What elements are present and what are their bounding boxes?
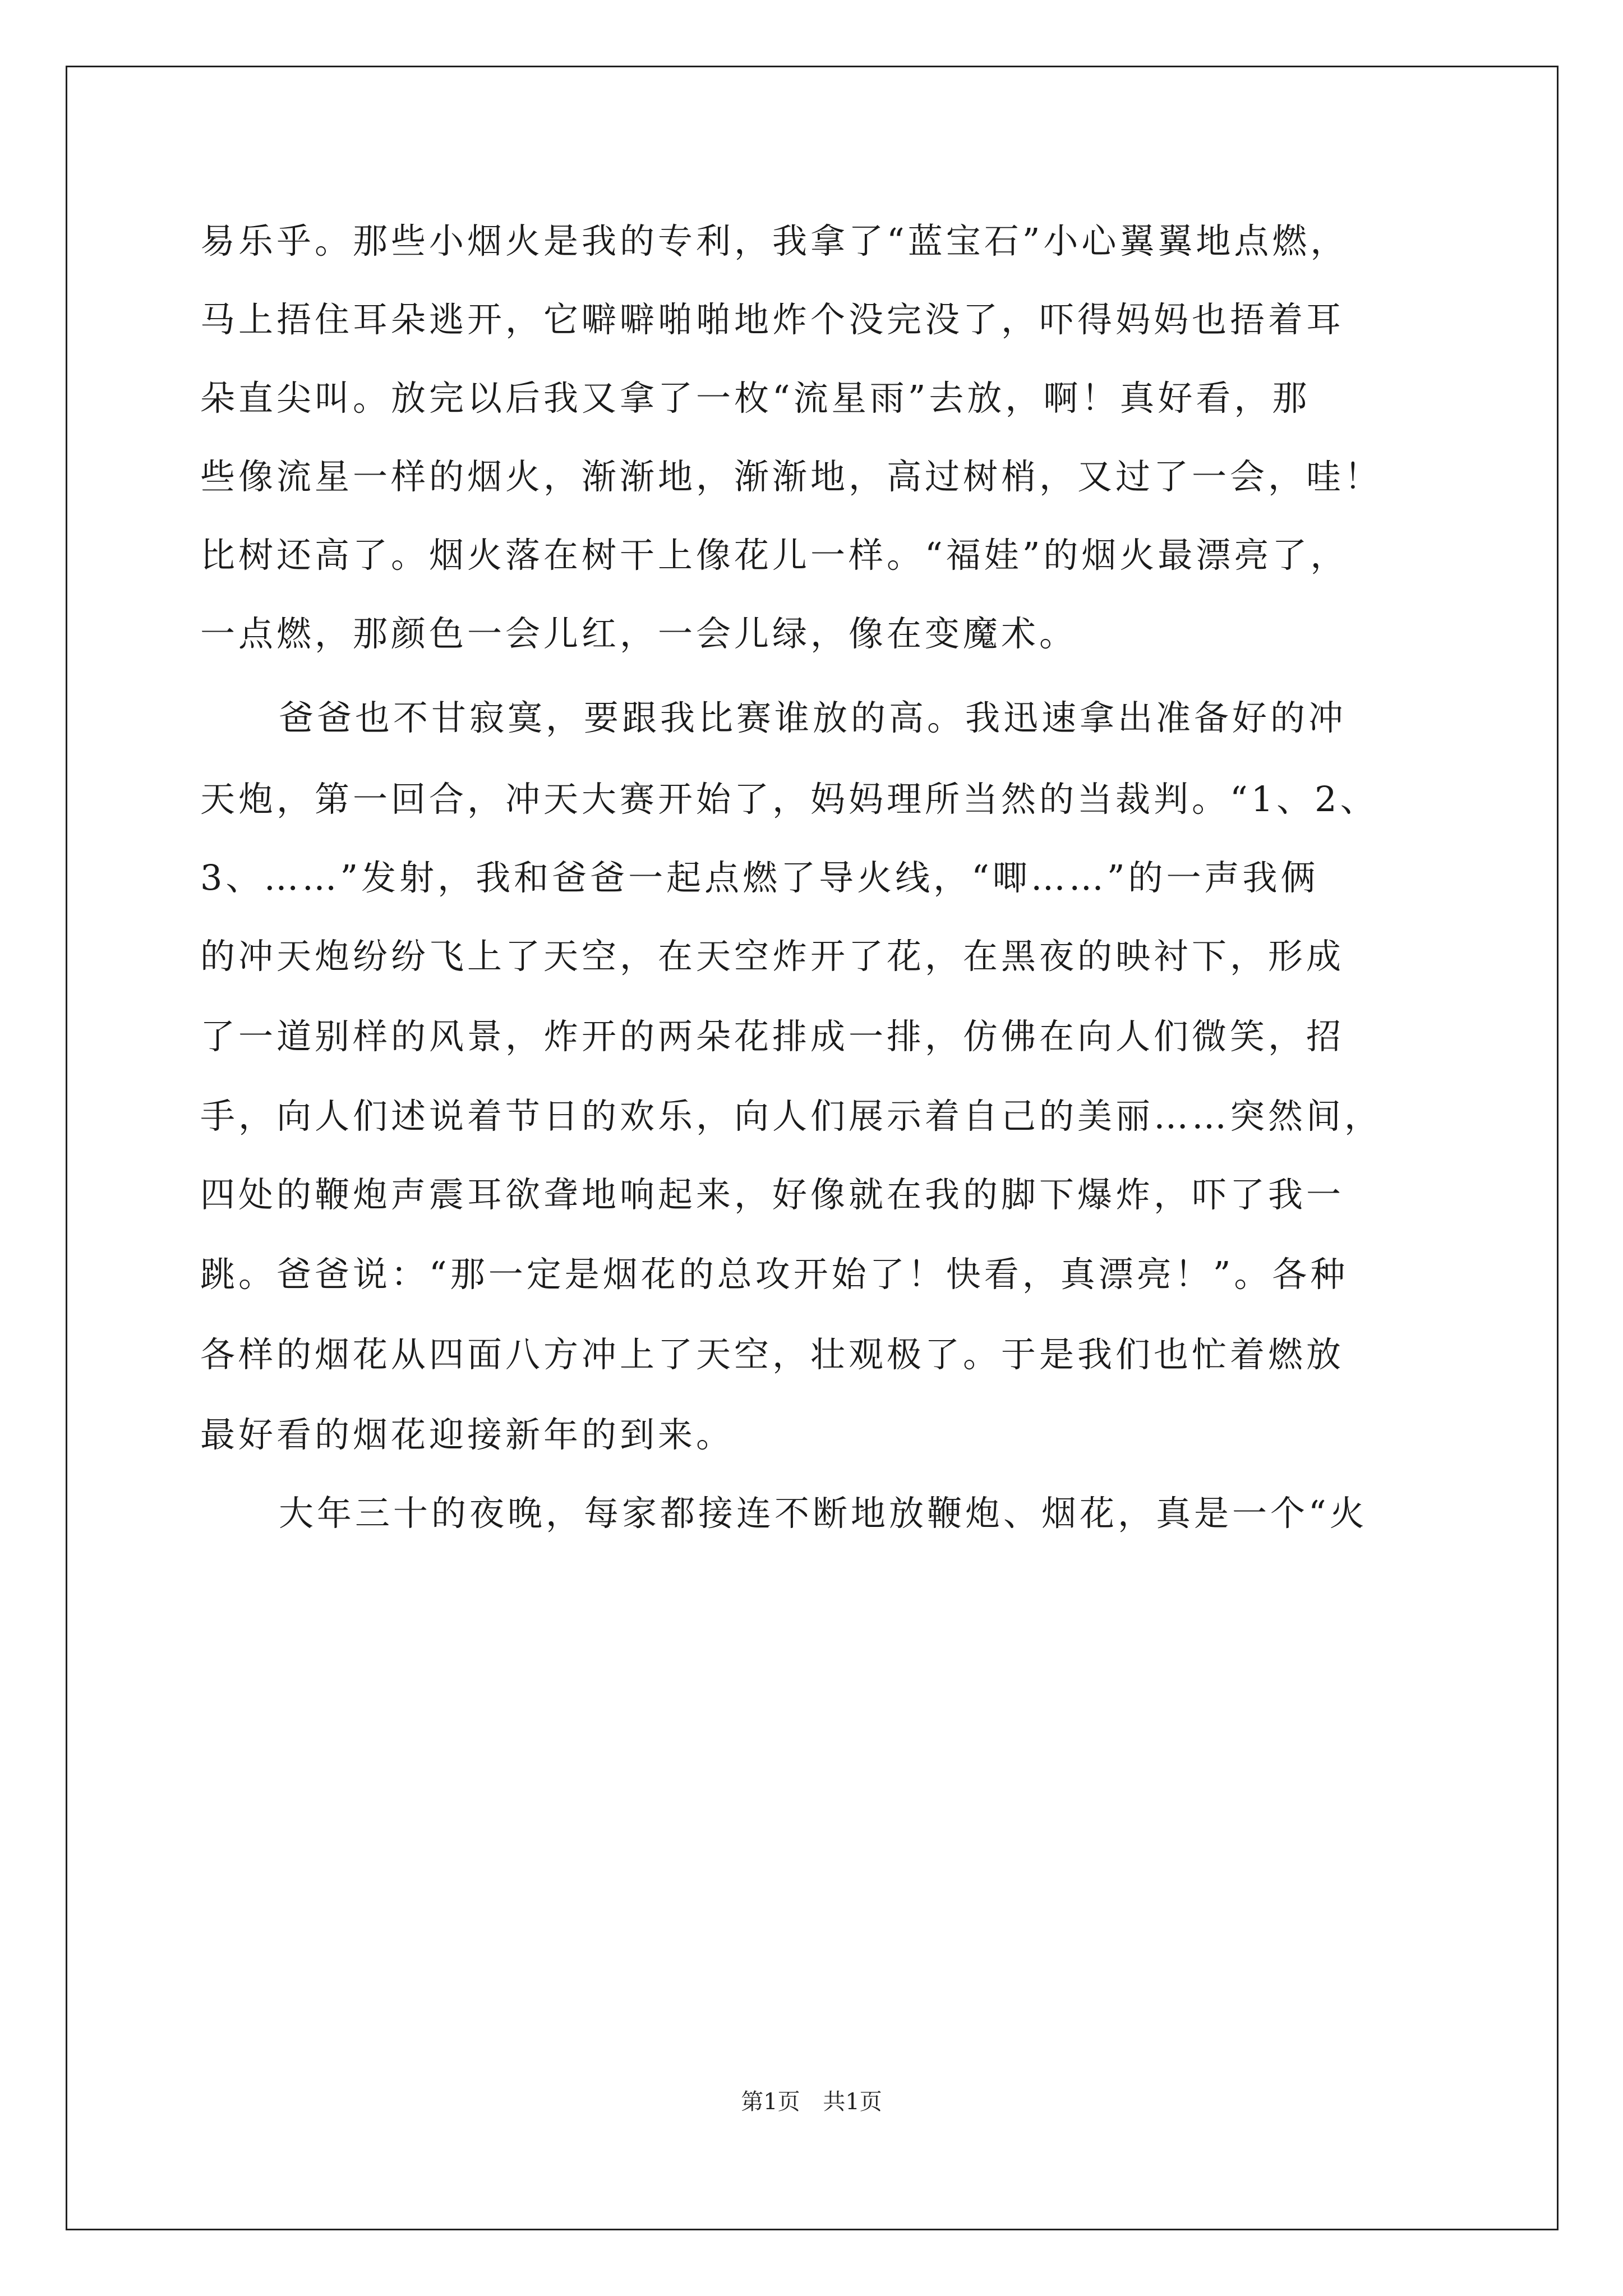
text-line: 些像流星一样的烟火，渐渐地，渐渐地，高过树梢，又过了一会，哇！ <box>200 456 1383 497</box>
text-line: 比树还高了。烟火落在树干上像花儿一样。“福娃”的烟火最漂亮了， <box>200 535 1349 576</box>
text-line: 手，向人们述说着节日的欢乐，向人们展示着自己的美丽……突然间， <box>200 1096 1383 1137</box>
text-line: 最好看的烟花迎接新年的到来。 <box>200 1414 735 1455</box>
text-line: 跳。爸爸说：“那一定是烟花的总攻开始了！快看，真漂亮！”。各种 <box>200 1254 1349 1295</box>
text-line: 马上捂住耳朵逃开，它噼噼啪啪地炸个没完没了，吓得妈妈也捂着耳 <box>200 299 1345 340</box>
text-line: 的冲天炮纷纷飞上了天空，在天空炸开了花，在黑夜的映衬下，形成 <box>200 936 1345 977</box>
paragraph-first-line: 爸爸也不甘寂寞，要跟我比赛谁放的高。我迅速拿出准备好的冲 <box>279 697 1347 738</box>
text-line: 易乐乎。那些小烟火是我的专利，我拿了“蓝宝石”小心翼翼地点燃， <box>200 220 1349 261</box>
text-line: 四处的鞭炮声震耳欲聋地响起来，好像就在我的脚下爆炸，吓了我一 <box>200 1174 1345 1215</box>
text-line: 朵直尖叫。放完以后我又拿了一枚“流星雨”去放，啊！真好看，那 <box>200 378 1311 418</box>
page-number: 第1页 <box>741 2089 800 2115</box>
paragraph-first-line: 大年三十的夜晚，每家都接连不断地放鞭炮、烟花，真是一个“火 <box>279 1493 1368 1534</box>
text-line: 天炮，第一回合，冲天大赛开始了，妈妈理所当然的当裁判。“1、2、 <box>200 779 1378 820</box>
page-footer <box>0 2088 1623 2116</box>
text-line: 了一道别样的风景，炸开的两朵花排成一排，仿佛在向人们微笑，招 <box>200 1016 1345 1057</box>
page-total: 共1页 <box>823 2089 882 2115</box>
text-line: 3、……”发射，我和爸爸一起点燃了导火线，“唧……”的一声我俩 <box>200 857 1319 898</box>
text-line: 各样的烟花从四面八方冲上了天空，壮观极了。于是我们也忙着燃放 <box>200 1334 1345 1375</box>
text-line: 一点燃，那颜色一会儿红，一会儿绿，像在变魔术。 <box>200 613 1078 654</box>
